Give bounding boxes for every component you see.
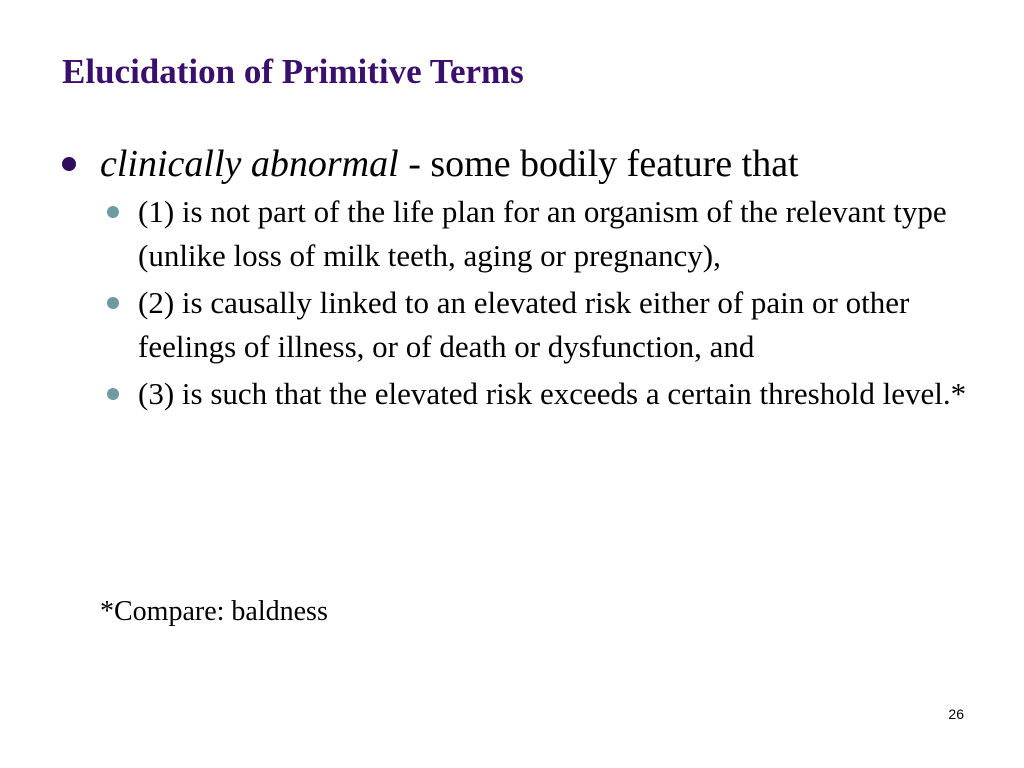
sub-bullet-2 [100,281,978,369]
bullet-term: clinically abnormal [100,143,399,185]
bullet-definition: - some bodily feature that [398,143,799,185]
sub-bullet-1 [100,190,978,278]
slide-body [62,140,992,419]
bullet-dot-icon [62,157,76,171]
slide-title: Elucidation of Primitive Terms [62,52,524,91]
main-bullet [62,140,992,188]
page-number: 26 [948,706,964,722]
sub-bullet-text: (2) is causally linked to an elevated risk either of pain or other feelings of illness, or of death or dysfunction, and [138,285,910,364]
sub-bullet-dot-icon [107,206,119,218]
sub-bullet-text: (1) is not part of the life plan for an organism of the relevant type (unlike loss of milk teeth, aging or pregnancy), [138,194,947,273]
footnote: *Compare: baldness [100,596,328,627]
sub-bullet-dot-icon [107,388,119,400]
sub-bullet-3 [100,372,978,416]
sub-bullet-text: (3) is such that the elevated risk exceeds a certain threshold level.* [138,376,967,411]
sub-bullet-dot-icon [107,297,119,309]
